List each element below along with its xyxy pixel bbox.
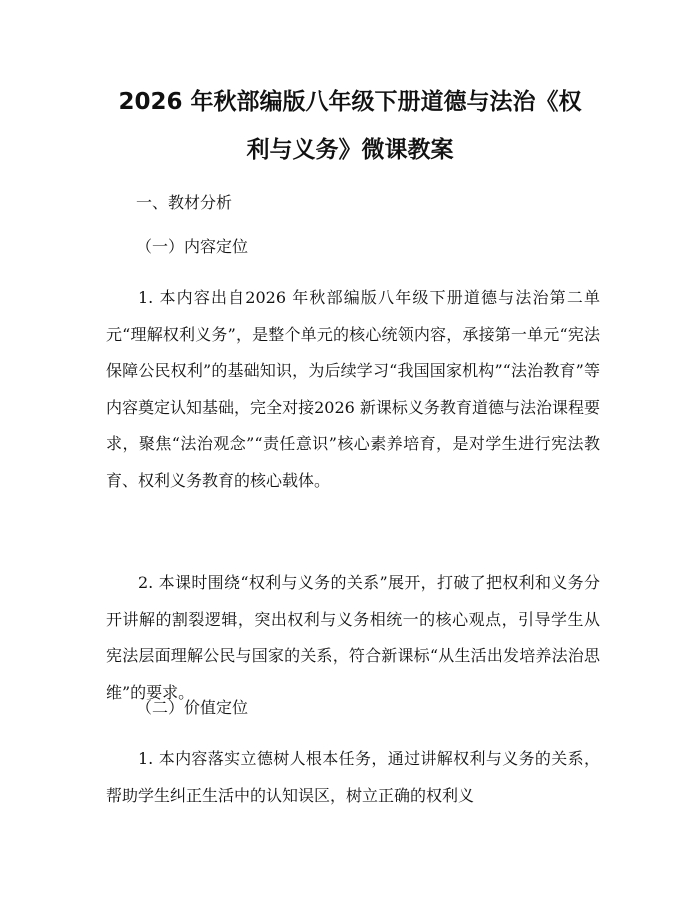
subsection-heading-value-positioning: （二）价值定位: [136, 698, 249, 717]
paragraph-content-positioning-2: 2. 本课时围绕“权利与义务的关系”展开，打破了把权利和义务分开讲解的割裂逻辑，突出权利与义务相统一的核心观点，引导学生从宪法层面理解公民与国家的关系，符合新课标“从生活出发培养法治思维”的要求。: [106, 573, 600, 702]
document-title-line-2: 利与义务》微课教案: [246, 137, 454, 163]
paragraph-content-positioning-1: 1. 本内容出自2026 年秋部编版八年级下册道德与法治第二单元“理解权利义务”，是整个单元的核心统领内容，承接第一单元“宪法保障公民权利”的基础知识，为后续学习“我国国家机构”“法治教育”等内容奠定认知基础，完全对接2026 新课标义务教育道德与法治课程要求，聚焦“法治观念”“责任意识”核心素养培育，是对学生进行宪法教育、权利义务教育的核心载体。: [106, 288, 600, 490]
subsection-heading-content-positioning: （一）内容定位: [136, 237, 249, 256]
section-heading-textbook-analysis: 一、教材分析: [136, 193, 233, 212]
document-title-line-1: 2026 年秋部编版八年级下册道德与法治《权: [118, 89, 582, 115]
paragraph-value-positioning-1: 1. 本内容落实立德树人根本任务，通过讲解权利与义务的关系，帮助学生纠正生活中的认知误区，树立正确的权利义: [106, 749, 600, 805]
